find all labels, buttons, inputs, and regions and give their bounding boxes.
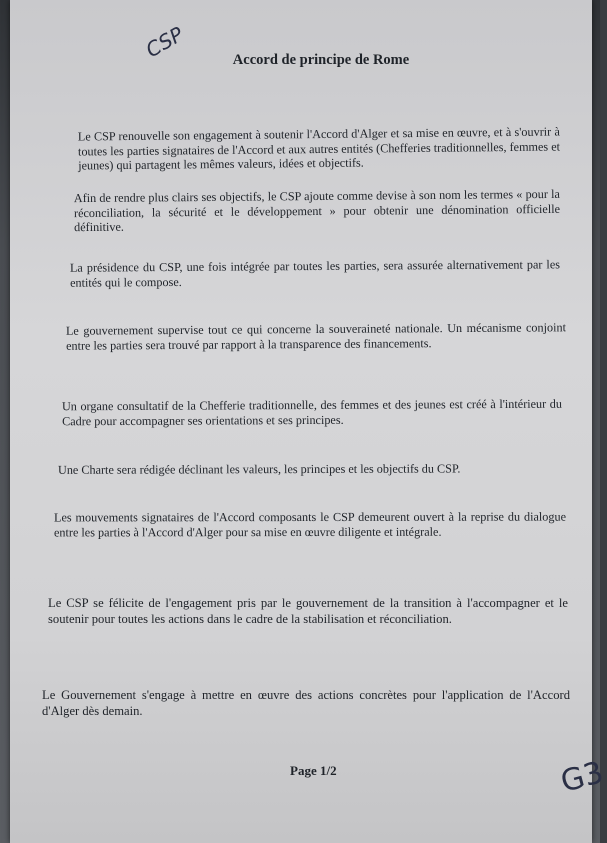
paragraph-9: Le Gouvernement s'engage à mettre en œuvre des actions concrètes pour l'application de l'Accord d'Alger dès demain.	[42, 688, 570, 718]
page-number: Page 1/2	[290, 763, 337, 778]
paragraph-1: Le CSP renouvelle son engagement à soutenir l'Accord d'Alger et sa mise en œuvre, et à s'ouvrir à toutes les parties signataires de l'Accord et aux autres entités (Chefferies traditionnelles, femmes et jeunes) qui partagent les mêmes valeurs, idées et objectifs.	[77, 124, 561, 173]
paragraph-6: Une Charte sera rédigée déclinant les valeurs, les principes et les objectifs du CSP.	[57, 461, 461, 477]
document-title: Accord de principe de Rome	[232, 52, 410, 68]
handwritten-page-mark: G3	[557, 755, 607, 800]
paragraph-2: Afin de rendre plus clairs ses objectifs, le CSP ajoute comme devise à son nom les termes « pour la réconciliation, la sécurité et le développement » pour obtenir une dénomination officielle définitive.	[73, 186, 561, 235]
paragraph-3: La présidence du CSP, une fois intégrée par toutes les parties, sera assurée alternativement par les entités qui le compose.	[69, 257, 560, 290]
paragraph-8: Le CSP se félicite de l'engagement pris par le gouvernement de la transition à l'accompagner et le soutenir pour toutes les actions dans le cadre de la stabilisation et réconciliation.	[48, 596, 568, 626]
paragraph-4: Le gouvernement supervise tout ce qui concerne la souveraineté nationale. Un mécanisme conjoint entre les parties sera trouvé par rapport à la transparence des financements.	[65, 320, 566, 353]
paragraph-7: Les mouvements signataires de l'Accord composants le CSP demeurent ouvert à la reprise du dialogue entre les parties à l'Accord d'Alger pour sa mise en œuvre diligente et intégrale.	[53, 509, 566, 539]
document-page	[10, 0, 607, 843]
paragraph-5: Un organe consultatif de la Chefferie traditionnelle, des femmes et des jeunes est créé à l'intérieur du Cadre pour accompagner ses orientations et ses principes.	[61, 396, 562, 428]
handwritten-annotation: CSP	[141, 21, 188, 63]
